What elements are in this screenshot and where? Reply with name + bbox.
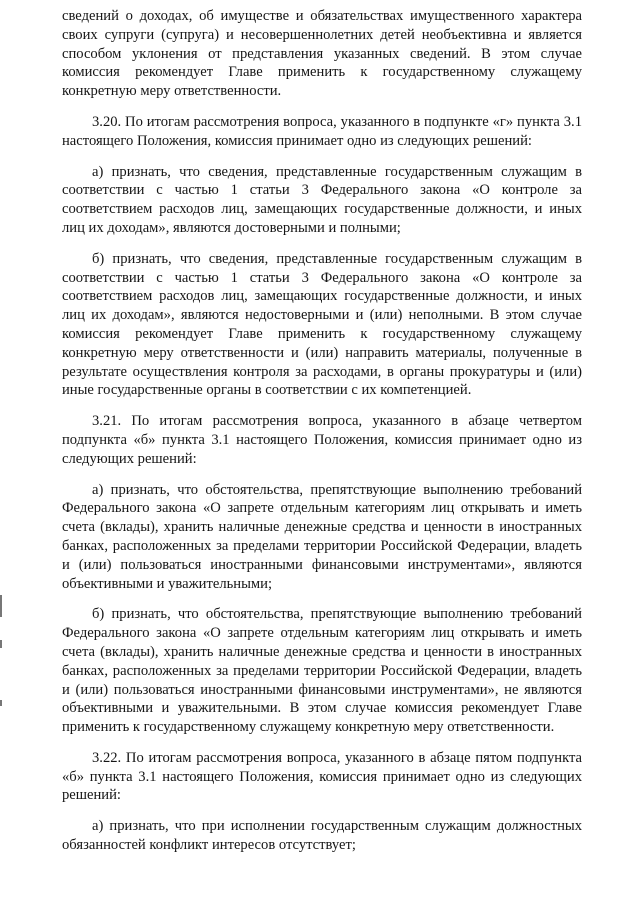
paragraph-3-20-b: б) признать, что сведения, представленные государственным служащим в соответствии с частью 1 статьи 3 Федерального закона «О контроле за соответствием расходов лиц, замещающих государственные должности, и иных лиц их доходам», являются недостоверными и (или) неполными. В этом случае комиссия рекомендует Главе применить к государственному служащему конкретную меру ответственности и (или) направить материалы, полученные в результате осуществления контроля за расходами, в органы прокуратуры и (или) иные государственные органы в соответствии с их компетенцией. <box>62 250 582 399</box>
scan-edge-mark <box>0 700 2 706</box>
paragraph-3-22-a: а) признать, что при исполнении государственным служащим должностных обязанностей конфликт интересов отсутствует; <box>62 818 582 854</box>
scan-edge-mark <box>0 595 2 617</box>
paragraph-3-20: 3.20. По итогам рассмотрения вопроса, указанного в подпункте «г» пункта 3.1 настоящего Положения, комиссия принимает одно из следующих решений: <box>62 113 582 149</box>
paragraph-3-22: 3.22. По итогам рассмотрения вопроса, указанного в абзаце пятом подпункта «б» пункта 3.1 настоящего Положения, комиссия принимает одно из следующих решений: <box>62 749 582 804</box>
paragraph-continuation: сведений о доходах, об имуществе и обязательствах имущественного характера своих супруги (супруга) и несовершеннолетних детей необъективна и является способом уклонения от представления указанных сведений. В этом случае комиссия рекомендует Главе применить к государственному служащему конкретную меру ответственности. <box>62 8 582 100</box>
document-page <box>62 7 582 855</box>
scan-edge-mark <box>0 640 2 648</box>
paragraph-3-21-a: а) признать, что обстоятельства, препятствующие выполнению требований Федерального закона «О запрете отдельным категориям лиц открывать и иметь счета (вклады), хранить наличные денежные средства и ценности в иностранных банках, расположенных за пределами территории Российской Федерации, владеть и (или) пользоваться иностранными финансовыми инструментами», являются объективными и уважительными; <box>62 481 582 592</box>
paragraph-3-20-a: а) признать, что сведения, представленные государственным служащим в соответствии с частью 1 статьи 3 Федерального закона «О контроле за соответствием расходов лиц, замещающих государственные должности, и иных лиц их доходам», являются достоверными и полными; <box>62 163 582 236</box>
paragraph-3-21: 3.21. По итогам рассмотрения вопроса, указанного в абзаце четвертом подпункта «б» пункта 3.1 настоящего Положения, комиссия принимает одно из следующих решений: <box>62 413 582 467</box>
paragraph-3-21-b: б) признать, что обстоятельства, препятствующие выполнению требований Федерального закона «О запрете отдельным категориям лиц открывать и иметь счета (вклады), хранить наличные денежные средства и ценности в иностранных банках, расположенных за пределами территории Российской Федерации, владеть и (или) пользоваться иностранными финансовыми инструментами», не являются объективными и уважительными. В этом случае комиссия рекомендует Главе применить к государственному служащему конкретную меру ответственности. <box>62 606 582 736</box>
